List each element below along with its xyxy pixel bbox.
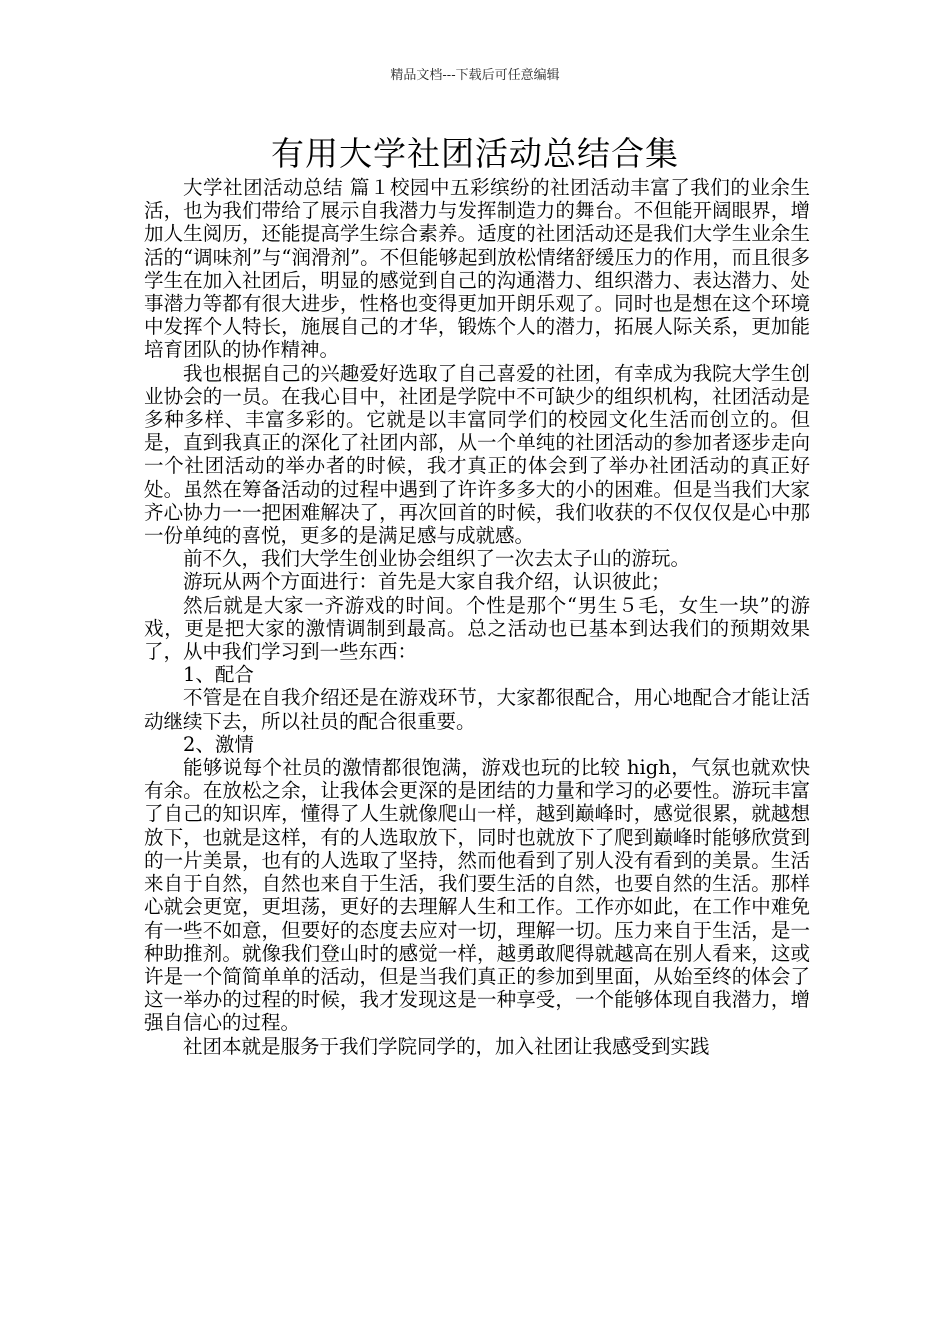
- paragraph: 然后就是大家一齐游戏的时间。个性是那个“男生５毛，女生一块”的游戏，更是把大家的激情调制到最高。总之活动也已基本到达我们的预期效果了，从中我们学习到一些东西：: [144, 593, 810, 664]
- paragraph: 我也根据自己的兴趣爱好选取了自己喜爱的社团，有幸成为我院大学生创业协会的一员。在我心目中，社团是学院中不可缺少的组织机构，社团活动是多种多样、丰富多彩的。它就是以丰富同学们的校园文化生活而创立的。但是，直到我真正的深化了社团内部，从一个单纯的社团活动的参加者逐步走向一个社团活动的举办者的时候，我才真正的体会到了举办社团活动的真正好处。虽然在筹备活动的过程中遇到了许许多多大的小的困难。但是当我们大家齐心协力一一把困难解决了，再次回首的时候，我们收获的不仅仅仅是心中那一份单纯的喜悦，更多的是满足感与成就感。: [144, 361, 810, 548]
- paragraph: 游玩从两个方面进行：首先是大家自我介绍，认识彼此；: [183, 570, 671, 594]
- paragraph: 大学社团活动总结 篇１校园中五彩缤纷的社团活动丰富了我们的业余生活，也为我们带给了展示自我潜力与发挥制造力的舞台。不但能开阔眼界，增加人生阅历，还能提高学生综合素养。适度的社团活动还是我们大学生业余生活的“调味剂”与“润滑剂”。不但能够起到放松情绪舒缓压力的作用，而且很多学生在加入社团后，明显的感觉到自己的沟通潜力、组织潜力、表达潜力、处事潜力等都有很大进步，性格也变得更加开朗乐观了。同时也是想在这个环境中发挥个人特长，施展自己的才华，锻炼个人的潜力，拓展人际关系，更加能培育团队的协作精神。: [144, 176, 810, 362]
- paragraph: 不管是在自我介绍还是在游戏环节，大家都很配合，用心地配合才能让活动继续下去，所以社员的配合很重要。: [144, 686, 810, 733]
- section-heading: 2、激情: [183, 732, 254, 756]
- document-title: 有用大学社团活动总结合集: [271, 134, 679, 173]
- paragraph: 前不久，我们大学生创业协会组织了一次去太子山的游玩。: [183, 547, 691, 571]
- paragraph: 能够说每个社员的激情都很饱满，游戏也玩的比较 high，气氛也就欢快有余。在放松之余，让我体会更深的是团结的力量和学习的必要性。游玩丰富了自己的知识库，懂得了人生就像爬山一样，越到巅峰时，感觉很累，就越想放下，也就是这样，有的人选取放下，同时也就放下了爬到巅峰时能够欣赏到的一片美景，也有的人选取了坚持，然而他看到了别人没有看到的美景。生活来自于自然，自然也来自于生活，我们要生活的自然，也要自然的生活。那样心就会更宽，更坦荡，更好的去理解人生和工作。工作亦如此，在工作中难免有一些不如意，但要好的态度去应对一切，理解一切。压力来自于生活，是一种助推剂。就像我们登山时的感觉一样，越勇敢爬得就越高在别人看来，这或许是一个简简单单的活动，但是当我们真正的参加到里面，从始至终的体会了这一举办的过程的时候，我才发现这是一种享受，一个能够体现自我潜力，增强自信心的过程。: [144, 756, 810, 1035]
- document-body: [144, 176, 810, 1058]
- section-heading: 1、配合: [183, 663, 254, 687]
- paragraph: 社团本就是服务于我们学院同学的，加入社团让我感受到实践: [183, 1034, 710, 1058]
- page-header: 精品文档---下载后可任意编辑: [390, 68, 560, 83]
